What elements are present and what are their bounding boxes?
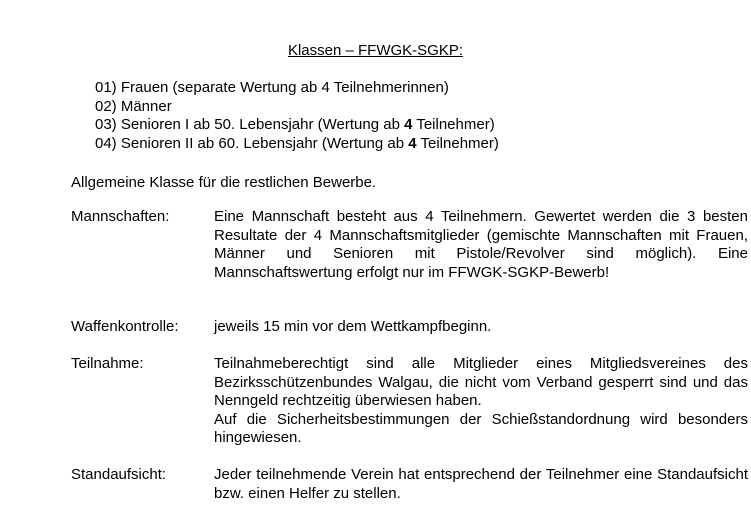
class-list xyxy=(95,79,499,153)
section-text: jeweils 15 min vor dem Wettkampfbeginn. xyxy=(214,318,492,335)
section-label: Waffenkontrolle: xyxy=(71,318,179,335)
class-item-senioren-2: 04) Senioren II ab 60. Lebensjahr (Wertung ab 4 Teilnehmer) xyxy=(95,134,499,152)
section-text: Jeder teilnehmende Verein hat entsprechend der Teilnehmer eine Standaufsicht bzw. einen Helfer zu stellen. xyxy=(214,466,748,502)
section-label: Mannschaften: xyxy=(71,208,170,225)
class-item-frauen: 01) Frauen (separate Wertung ab 4 Teilnehmerinnen) xyxy=(95,79,449,96)
document-title: Klassen – FFWGK-SGKP: xyxy=(287,42,464,59)
section-text: Teilnahmeberechtigt sind alle Mitglieder eines Mitgliedsvereines des Bezirksschützenbundes Walgau, die nicht vom Verband gesperrt sind und das Nenngeld rechtzeitig überwiesen haben. xyxy=(214,355,748,410)
class-item-senioren-1: 03) Senioren I ab 50. Lebensjahr (Wertung ab 4 Teilnehmer) xyxy=(95,116,495,133)
section-text: Eine Mannschaft besteht aus 4 Teilnehmern. Gewertet werden die 3 besten Resultate der 4 Mannschaftsmitglieder (gemischte Mannschaften mit Frauen, Männer und Senioren mit Pistole/Revolver sind möglich). Eine Mannschaftswertung erfolgt nur im FFWGK-SGKP-Bewerb! xyxy=(214,208,748,281)
section-label: Teilnahme: xyxy=(71,355,144,372)
section-label: Standaufsicht: xyxy=(71,466,167,483)
class-item-maenner: 02) Männer xyxy=(95,97,172,115)
general-class-note: Allgemeine Klasse für die restlichen Bewerbe. xyxy=(71,174,377,191)
section-text-2: Auf die Sicherheitsbestimmungen der Schießstandordnung wird besonders hingewiesen. xyxy=(214,410,748,447)
